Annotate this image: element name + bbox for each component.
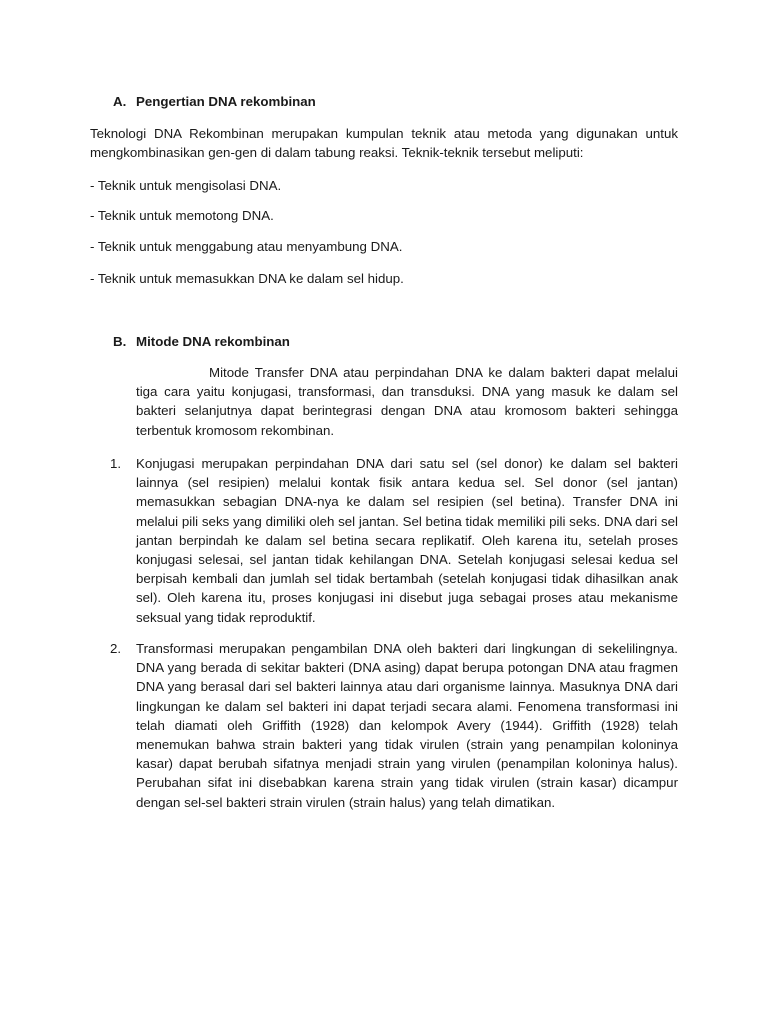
section-b-number: B. xyxy=(113,334,127,349)
section-a-intro: Teknologi DNA Rekombinan merupakan kumpulan teknik atau metoda yang digunakan untuk mengkombinasikan gen-gen di dalam tabung reaksi. Teknik-teknik tersebut meliputi: xyxy=(90,126,678,161)
list-marker: 1. xyxy=(110,456,122,471)
section-b-intro: Mitode Transfer DNA atau perpindahan DNA ke dalam bakteri dapat melalui tiga cara yaitu konjugasi, transformasi, dan transduksi. DNA yang masuk ke dalam sel bakteri selanjutnya dapat berintegrasi dengan DNA atau kromosom bakteri sehingga terbentuk kromosom rekombinan. xyxy=(136,365,678,438)
section-a-number: A. xyxy=(113,94,127,109)
list-marker: 2. xyxy=(110,641,122,656)
numbered-list-item xyxy=(110,454,678,627)
list-item-text: Konjugasi merupakan perpindahan DNA dari satu sel (sel donor) ke dalam sel bakteri lainnya (sel resipien) melalui kontak fisik antara kedua sel. Sel donor (sel jantan) memasukkan sebagian DNA-nya ke dalam sel resipien (sel betina). Transfer DNA ini melalui pili seks yang dimiliki oleh sel jantan. Sel betina tidak memiliki pili seks. DNA dari sel jantan berpindah ke dalam sel betina secara replikatif. Oleh karena itu, setelah proses konjugasi selesai, sel jantan tidak kehilangan DNA. Setelah konjugasi selesai kedua sel berpisah kembali dan jumlah sel tidak bertambah (setelah konjugasi tidak dihasilkan anak sel). Oleh karena itu, proses konjugasi ini disebut juga sebagai proses atau mekanisme seksual yang tidak reproduktif. xyxy=(136,456,678,625)
list-item-text: Transformasi merupakan pengambilan DNA oleh bakteri dari lingkungan di sekelilingnya. DNA yang berada di sekitar bakteri (DNA asing) dapat berupa potongan DNA atau fragmen DNA yang berasal dari sel bakteri lainnya atau dari organisme lainnya. Masuknya DNA dari lingkungan ke dalam sel bakteri ini dapat terjadi secara alami. Fenomena transformasi ini telah diamati oleh Griffith (1928) dan kelompok Avery (1944). Griffith (1928) telah menemukan bahwa strain bakteri yang tidak virulen (strain yang penampilan koloninya kasar) dapat berubah sifatnya menjadi strain yang virulen (penampilan koloninya halus). Perubahan sifat ini disebabkan karena strain yang tidak virulen (strain kasar) dicampur dengan sel-sel bakteri strain virulen (strain halus) yang telah dimatikan. xyxy=(136,641,678,810)
section-a-title: Pengertian DNA rekombinan xyxy=(136,94,316,109)
list-item: - Teknik untuk menggabung atau menyambung DNA. xyxy=(90,239,403,254)
list-item: - Teknik untuk memotong DNA. xyxy=(90,208,274,223)
section-b-title: Mitode DNA rekombinan xyxy=(136,334,290,349)
section-a-heading xyxy=(113,93,316,111)
list-item: - Teknik untuk mengisolasi DNA. xyxy=(90,178,282,193)
numbered-list-item xyxy=(110,639,678,812)
section-b-heading xyxy=(113,333,290,351)
list-item: - Teknik untuk memasukkan DNA ke dalam sel hidup. xyxy=(90,271,404,286)
